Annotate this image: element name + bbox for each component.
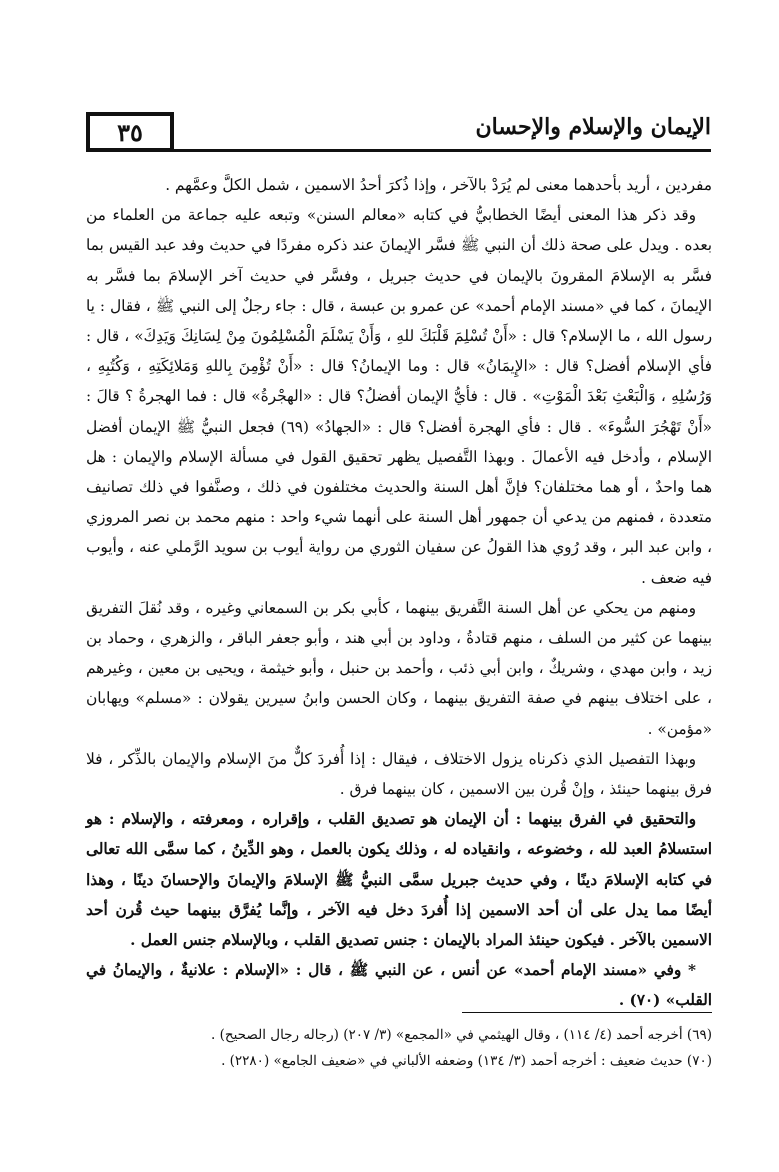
footnote-separator bbox=[462, 1012, 712, 1013]
footnote-69: (٦٩) أخرجه أحمد (٤/ ١١٤) ، وقال الهيثمي في «المجمع» (٣/ ٢٠٧) (رجاله رجال الصحيح) . bbox=[211, 1027, 712, 1043]
page-header bbox=[86, 112, 711, 152]
paragraph-4: وبهذا التفصيل الذي ذكرناه يزول الاختلاف ، فيقال : إذا أُفردَ كلٌّ منَ الإسلام والإيمان بالذِّكر ، فلا فرق بينهما حينئذ ، وإنْ قُرن بين الاسمين ، كان بينهما فرق . bbox=[86, 749, 712, 799]
page-number: ٣٥ bbox=[117, 117, 143, 147]
page-number-box bbox=[86, 112, 174, 152]
paragraph-6: * وفي «مسند الإمام أحمد» عن أنس ، عن النبي ﷺ ، قال : «الإسلام : علانيةٌ ، والإيمانُ في القلب» (٧٠) . bbox=[86, 961, 712, 1010]
footnotes bbox=[86, 1022, 712, 1074]
body-text bbox=[86, 170, 712, 1016]
paragraph-1: مفردين ، أريد بأحدهما معنى لم يُرَدْ بالآخر ، وإذا ذُكرَ أحدُ الاسمين ، شمل الكلَّ وعمَّهم . bbox=[165, 176, 712, 194]
paragraph-5: والتحقيق في الفرق بينهما : أن الإيمان هو تصديق القلب ، وإقراره ، ومعرفته ، والإسلام : هو استسلامُ العبد لله ، وخضوعه ، وانقياده له ، وذلك يكون بالعمل ، وهو الدِّينُ ، كما سمَّى الله تعالى في كتابه الإسلامَ دينًا ، وفي حديث جبريل سمَّى النبيُّ ﷺ الإسلامَ والإيمانَ والإحسانَ دينًا ، وهذا أيضًا مما يدل على أن أحد الاسمين إذا أُفردَ دخل فيه الآخر ، وإنَّما يُفرَّق بينهما حيث قُرن أحد الاسمين بالآخر . فيكون حينئذ المراد بالإيمان : جنس تصديق القلب ، وبالإسلام جنس العمل . bbox=[86, 810, 712, 950]
paragraph-3: ومنهم من يحكي عن أهل السنة التَّفريق بينهما ، كأبي بكر بن السمعاني وغيره ، وقد نُقلَ التفريق بينهما عن كثير من السلف ، منهم قتادةُ ، وداود بن أبي هند ، وأبو جعفر الباقر ، والزهري ، وحماد بن زيد ، وابن مهدي ، وشريكٌ ، وابن أبي ذئب ، وأحمد بن حنبل ، وأبو خيثمة ، ويحيى بن معين ، وغيرهم ، على اختلاف بينهم في صفة التفريق بينهما ، وكان الحسن وابنُ سيرين يقولان : «مسلم» ويهابان «مؤمن» . bbox=[86, 598, 712, 738]
header-rule bbox=[174, 149, 711, 152]
paragraph-2: وقد ذكر هذا المعنى أيضًا الخطابيُّ في كتابه «معالم السنن» وتبعه عليه جماعة من العلماء من بعده . ويدل على صحة ذلك أن النبي ﷺ فسَّر الإيمانَ عند ذكره مفردًا في حديث وفد عبد القيس بما فسَّر به الإسلامَ المقرونَ بالإيمان في حديث جبريل ، وفسَّر في حديث آخر الإسلامَ بما فسَّر به الإيمانَ ، كما في «مسند الإمام أحمد» عن عمرو بن عبسة ، قال : جاء رجلٌ إلى النبي ﷺ ، فقال : يا رسول الله ، ما الإسلام؟ قال : «أَنْ تُسْلِمَ قَلْبَكَ للهِ ، وَأَنْ يَسْلَمَ الْمُسْلِمُونَ مِنْ لِسَانِكَ وَيَدِكَ» ، قال : فأي الإسلام أفضل؟ قال : «الإِيمَانُ» قال : وما الإيمانُ؟ قال : «أَنْ تُؤْمِنَ بِاللهِ وَمَلائِكَتِهِ ، وَكُتُبِهِ ، وَرُسُلِهِ ، وَالْبَعْثِ بَعْدَ الْمَوْتِ» . قال : فأيُّ الإيمان أفضلُ؟ قال : «الهجْرةُ» قال : فما الهجرةُ ؟ قالَ : «أَنْ تَهْجُرَ السُّوءَ» . قال : فأي الهجرة أفضل؟ قال : «الجهادُ» (٦٩) فجعل النبيُّ ﷺ الإيمان أفضل الإسلام ، وأدخل فيه الأعمالَ . وبهذا التَّفصيل يظهر تحقيق القول في مسألة الإسلام والإيمان : هل هما واحدٌ ، أو هما مختلفان؟ فإنَّ أهل السنة والحديث مختلفون في ذلك ، وصنَّفوا في ذلك تصانيف متعددة ، فمنهم من يدعي أن جمهور أهل السنة على أنهما شيء واحد : منهم محمد بن نصر المروزي ، وابن عبد البر ، وقد رُوي هذا القولُ عن سفيان الثوري من رواية أيوب بن سويد الرَّملي عنه ، وأيوب فيه ضعف . bbox=[86, 206, 713, 587]
footnote-70: (٧٠) حديث ضعيف : أخرجه أحمد (٣/ ١٣٤) وضعفه الألباني في «ضعيف الجامع» (٢٢٨٠) . bbox=[221, 1053, 712, 1069]
running-title: الإيمان والإسلام والإحسان bbox=[475, 114, 711, 140]
